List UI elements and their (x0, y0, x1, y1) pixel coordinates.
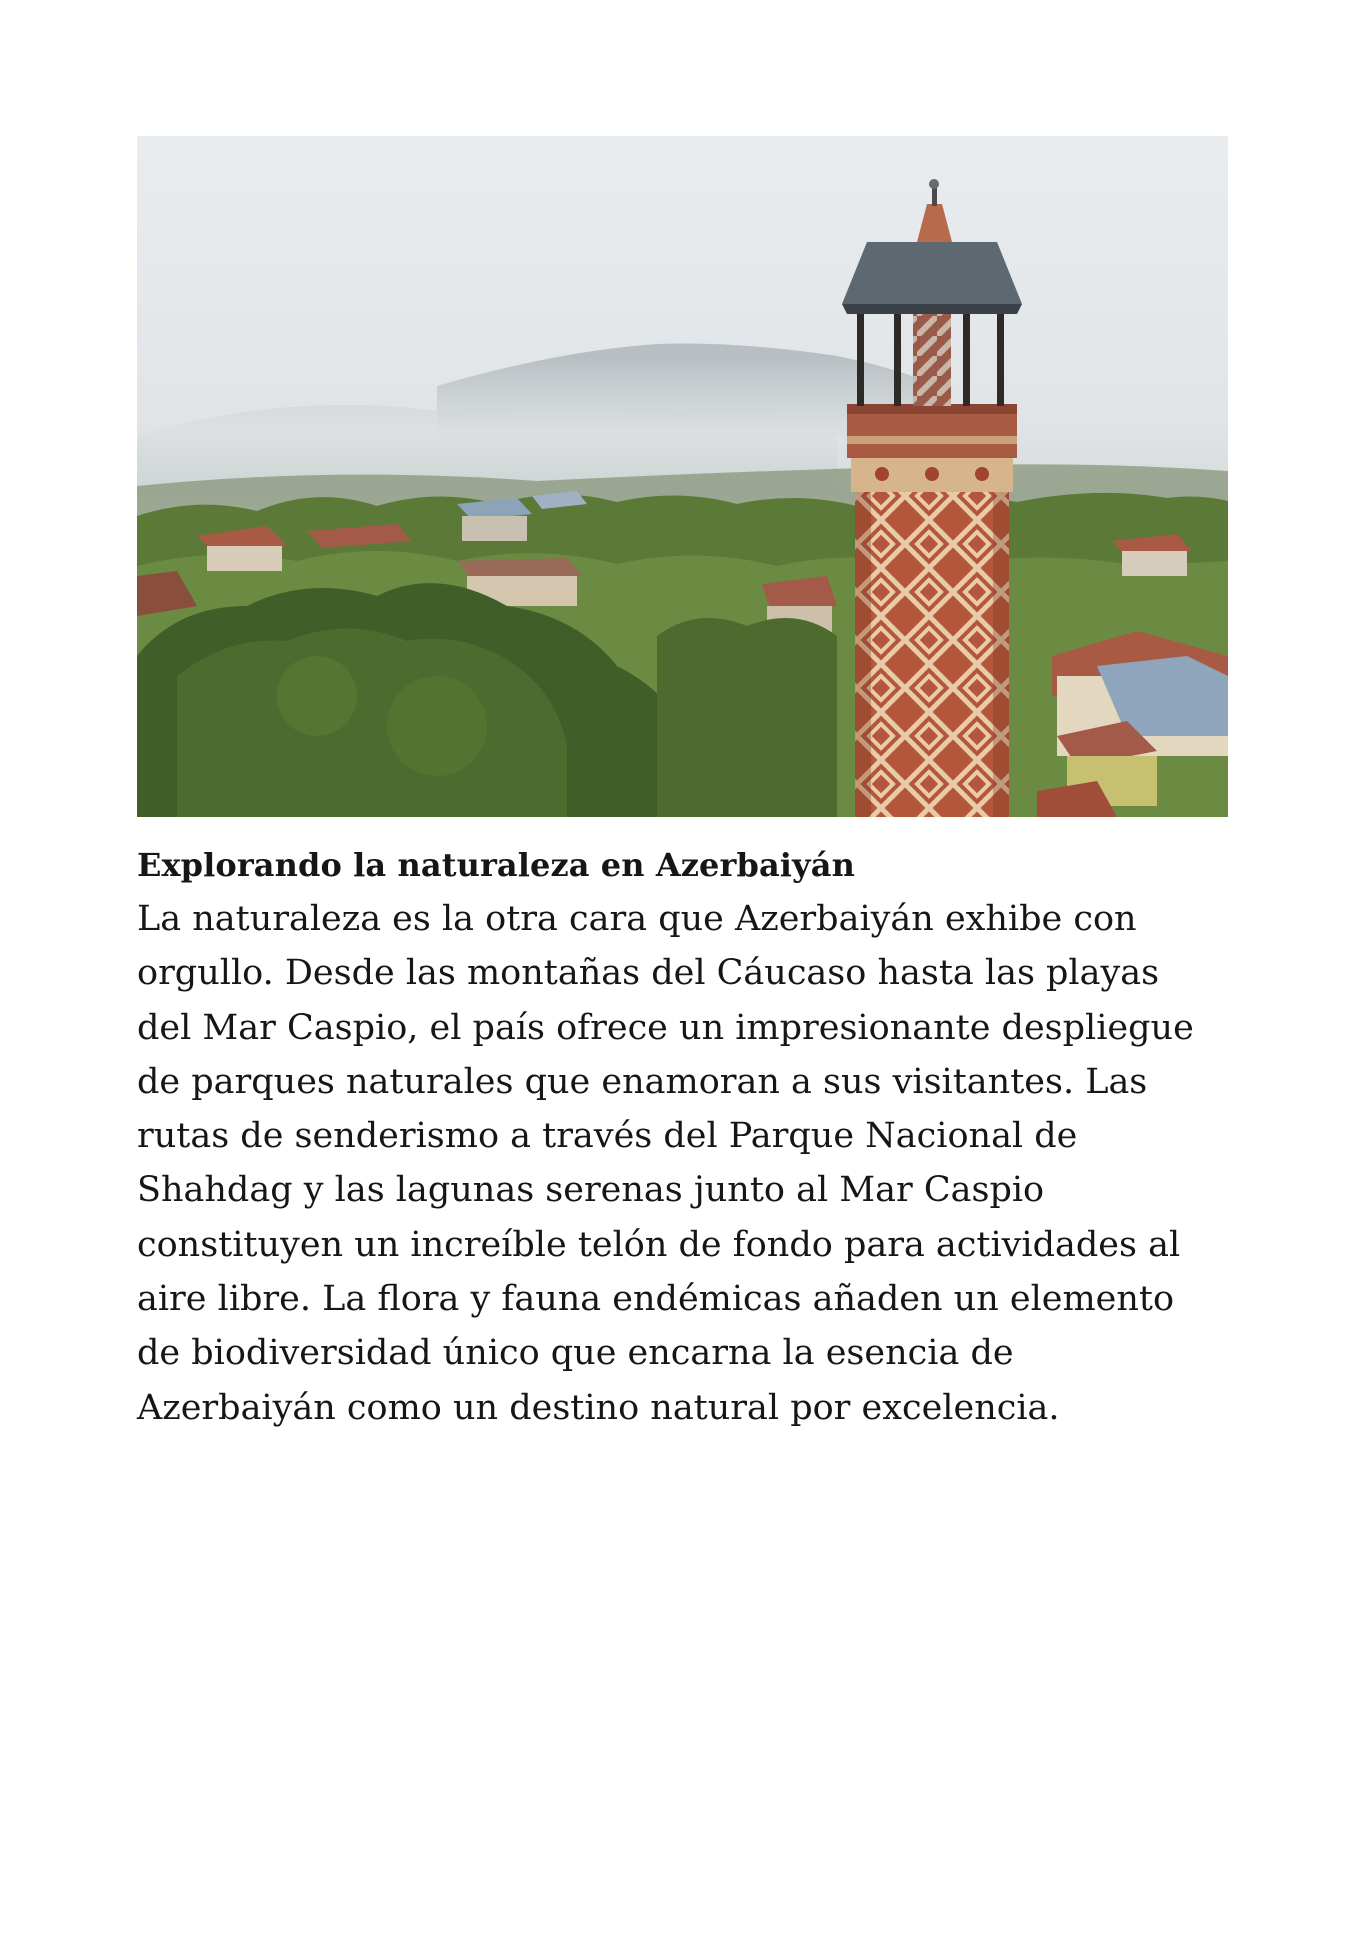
article-line: del Mar Caspio, el país ofrece un impresionante despliegue (137, 1007, 1194, 1048)
photo-illustration (137, 136, 1228, 817)
article-line: Azerbaiyán como un destino natural por excelencia. (137, 1387, 1060, 1428)
article-line: La naturaleza es la otra cara que Azerbaiyán exhibe con (137, 899, 1137, 939)
article-line: de biodiversidad único que encarna la esencia de (137, 1333, 1014, 1374)
article-line: aire libre. La flora y fauna endémicas añaden un elemento (137, 1279, 1175, 1320)
minaret-landscape-photo (137, 136, 1228, 817)
article-heading: Explorando la naturaleza en Azerbaiyán (137, 846, 855, 884)
article-body (137, 892, 1237, 1435)
article-line: rutas de senderismo a través del Parque Nacional de (137, 1116, 1078, 1157)
minaret (842, 179, 1022, 817)
article-line: orgullo. Desde las montañas del Cáucaso hasta las playas (137, 953, 1160, 994)
article-line: Shahdag y las lagunas serenas junto al Mar Caspio (137, 1170, 1045, 1211)
article (137, 838, 1237, 1435)
article-line: constituyen un increíble telón de fondo para actividades al (137, 1224, 1181, 1265)
article-line: de parques naturales que enamoran a sus visitantes. Las (137, 1061, 1148, 1102)
